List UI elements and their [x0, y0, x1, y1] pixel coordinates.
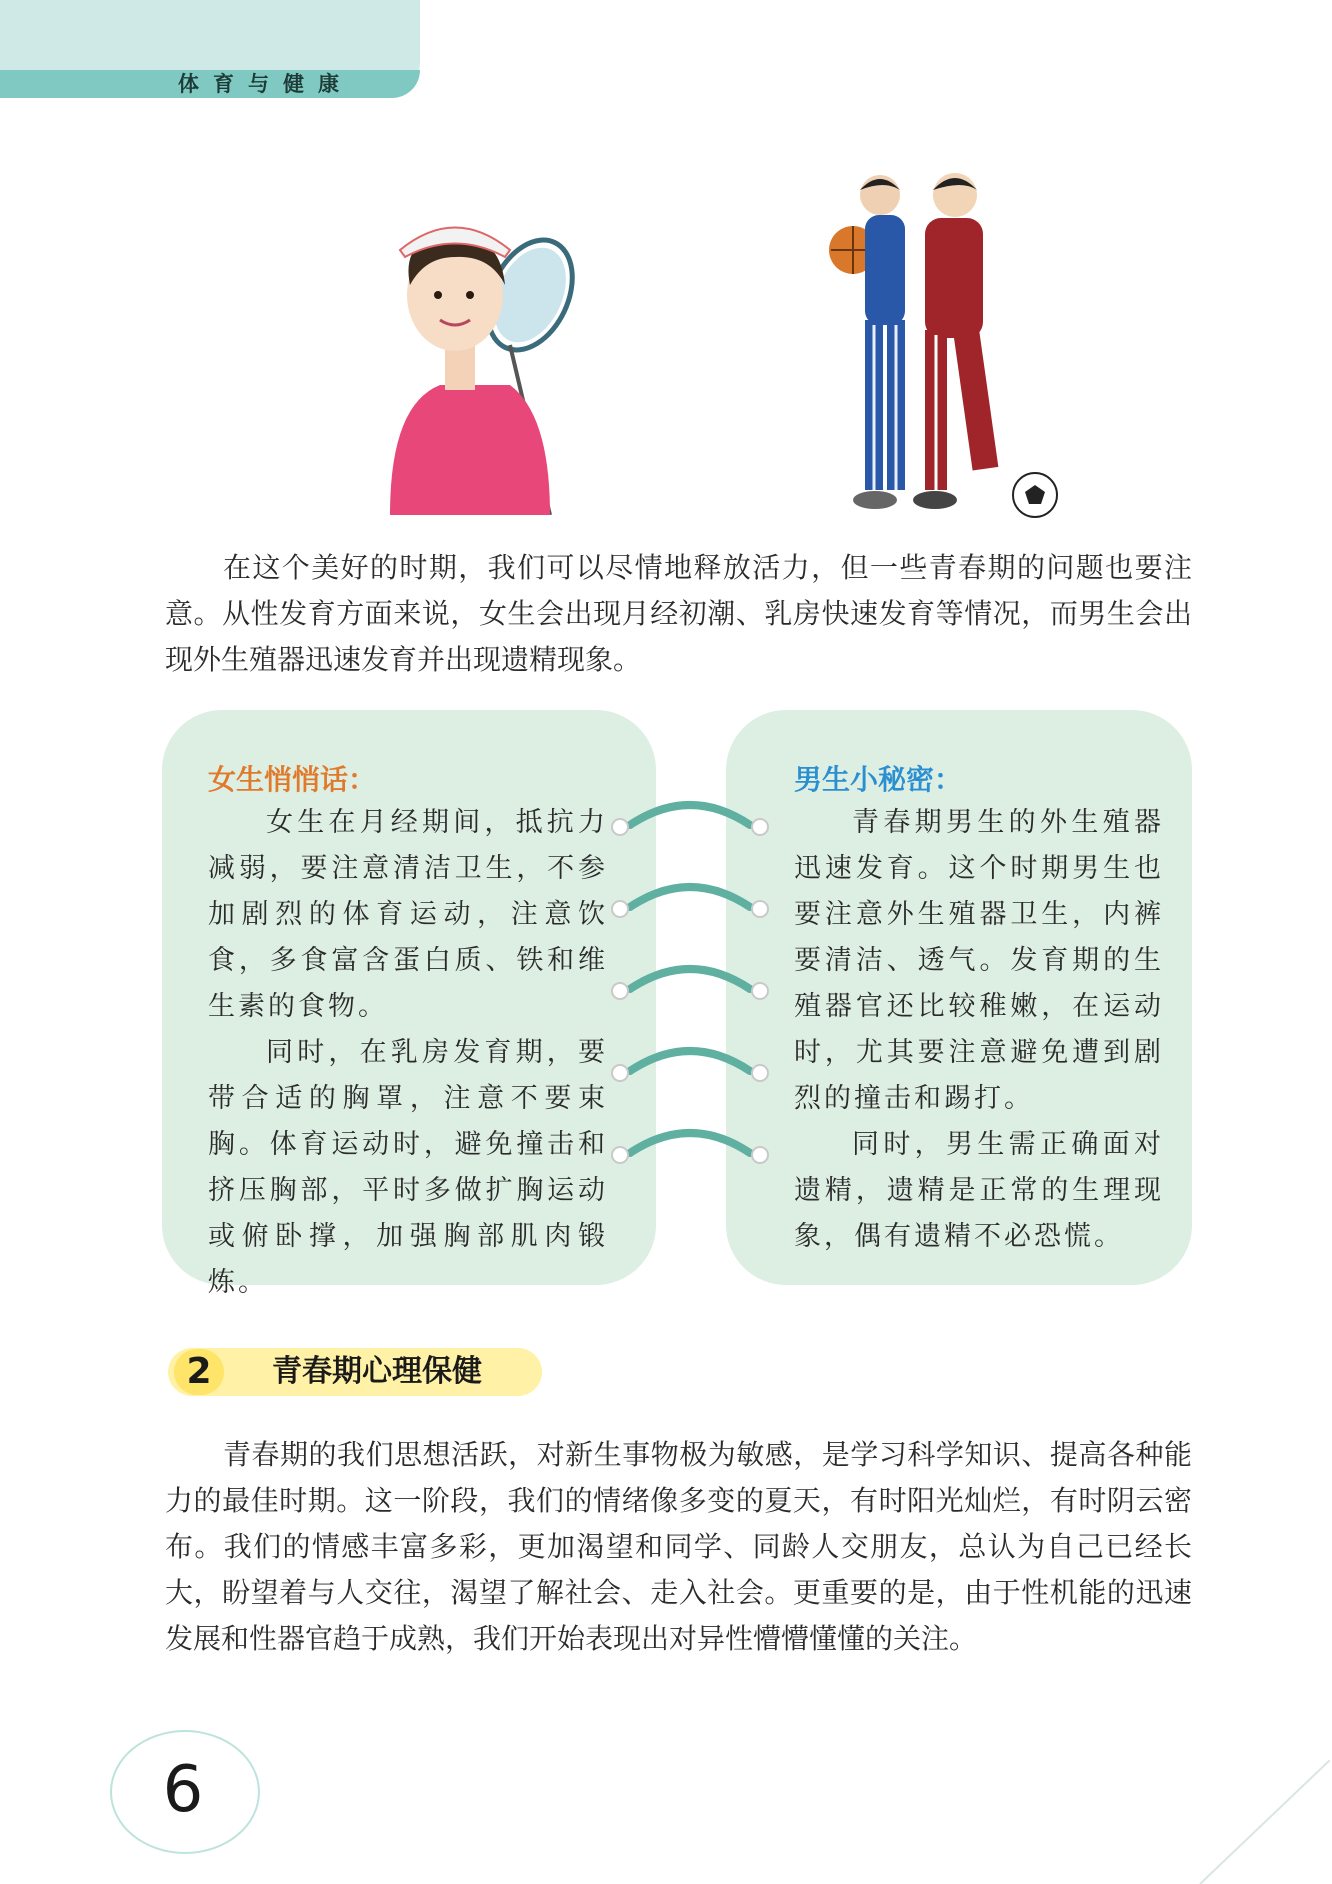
- page-number: 6: [162, 1753, 204, 1827]
- section-title: 青春期心理保健: [272, 1354, 482, 1389]
- book-title: 体育与健康: [178, 72, 353, 96]
- two-boys-with-basketball-and-football-photo: [825, 170, 1065, 520]
- girls-paragraph-2: 同时，在乳房发育期，要带合适的胸罩，注意不要束胸。体育运动时，避免撞击和挤压胸部，平时多做扩胸运动或俯卧撑，加强胸部肌肉锻炼。: [208, 1037, 608, 1298]
- girls-box-text: [208, 800, 608, 1306]
- boys-box-title: 男生小秘密：: [794, 763, 963, 796]
- girls-paragraph-1: 女生在月经期间，抵抗力减弱，要注意清洁卫生，不参加剧烈的体育运动，注意饮食，多食富含蛋白质、铁和维生素的食物。: [208, 807, 608, 1022]
- section-number: 2: [174, 1349, 224, 1395]
- boys-paragraph-2: 同时，男生需正确面对遗精，遗精是正常的生理现象，偶有遗精不必恐慌。: [794, 1129, 1164, 1252]
- girl-with-badminton-racket-photo: [370, 195, 590, 515]
- corner-decoration: [1180, 1760, 1330, 1884]
- section-paragraph: 青春期的我们思想活跃，对新生事物极为敏感，是学习科学知识、提高各种能力的最佳时期。这一阶段，我们的情绪像多变的夏天，有时阳光灿烂，有时阴云密布。我们的情感丰富多彩，更加渴望和同学、同龄人交朋友，总认为自己已经长大，盼望着与人交往，渴望了解社会、走入社会。更重要的是，由于性机能的迅速发展和性器官趋于成熟，我们开始表现出对异性懵懵懂懂的关注。: [165, 1438, 1192, 1655]
- boys-box-text: [794, 800, 1164, 1260]
- girls-box-title: 女生悄悄话：: [208, 763, 377, 796]
- boys-paragraph-1: 青春期男生的外生殖器迅速发育。这个时期男生也要注意外生殖器卫生，内裤要清洁、透气。发育期的生殖器官还比较稚嫩，在运动时，尤其要注意避免遭到剧烈的撞击和踢打。: [794, 807, 1164, 1114]
- ring-binder-icon: [610, 790, 770, 1170]
- intro-paragraph: 在这个美好的时期，我们可以尽情地释放活力，但一些青春期的问题也要注意。从性发育方面来说，女生会出现月经初潮、乳房快速发育等情况，而男生会出现外生殖器迅速发育并出现遗精现象。: [165, 551, 1192, 676]
